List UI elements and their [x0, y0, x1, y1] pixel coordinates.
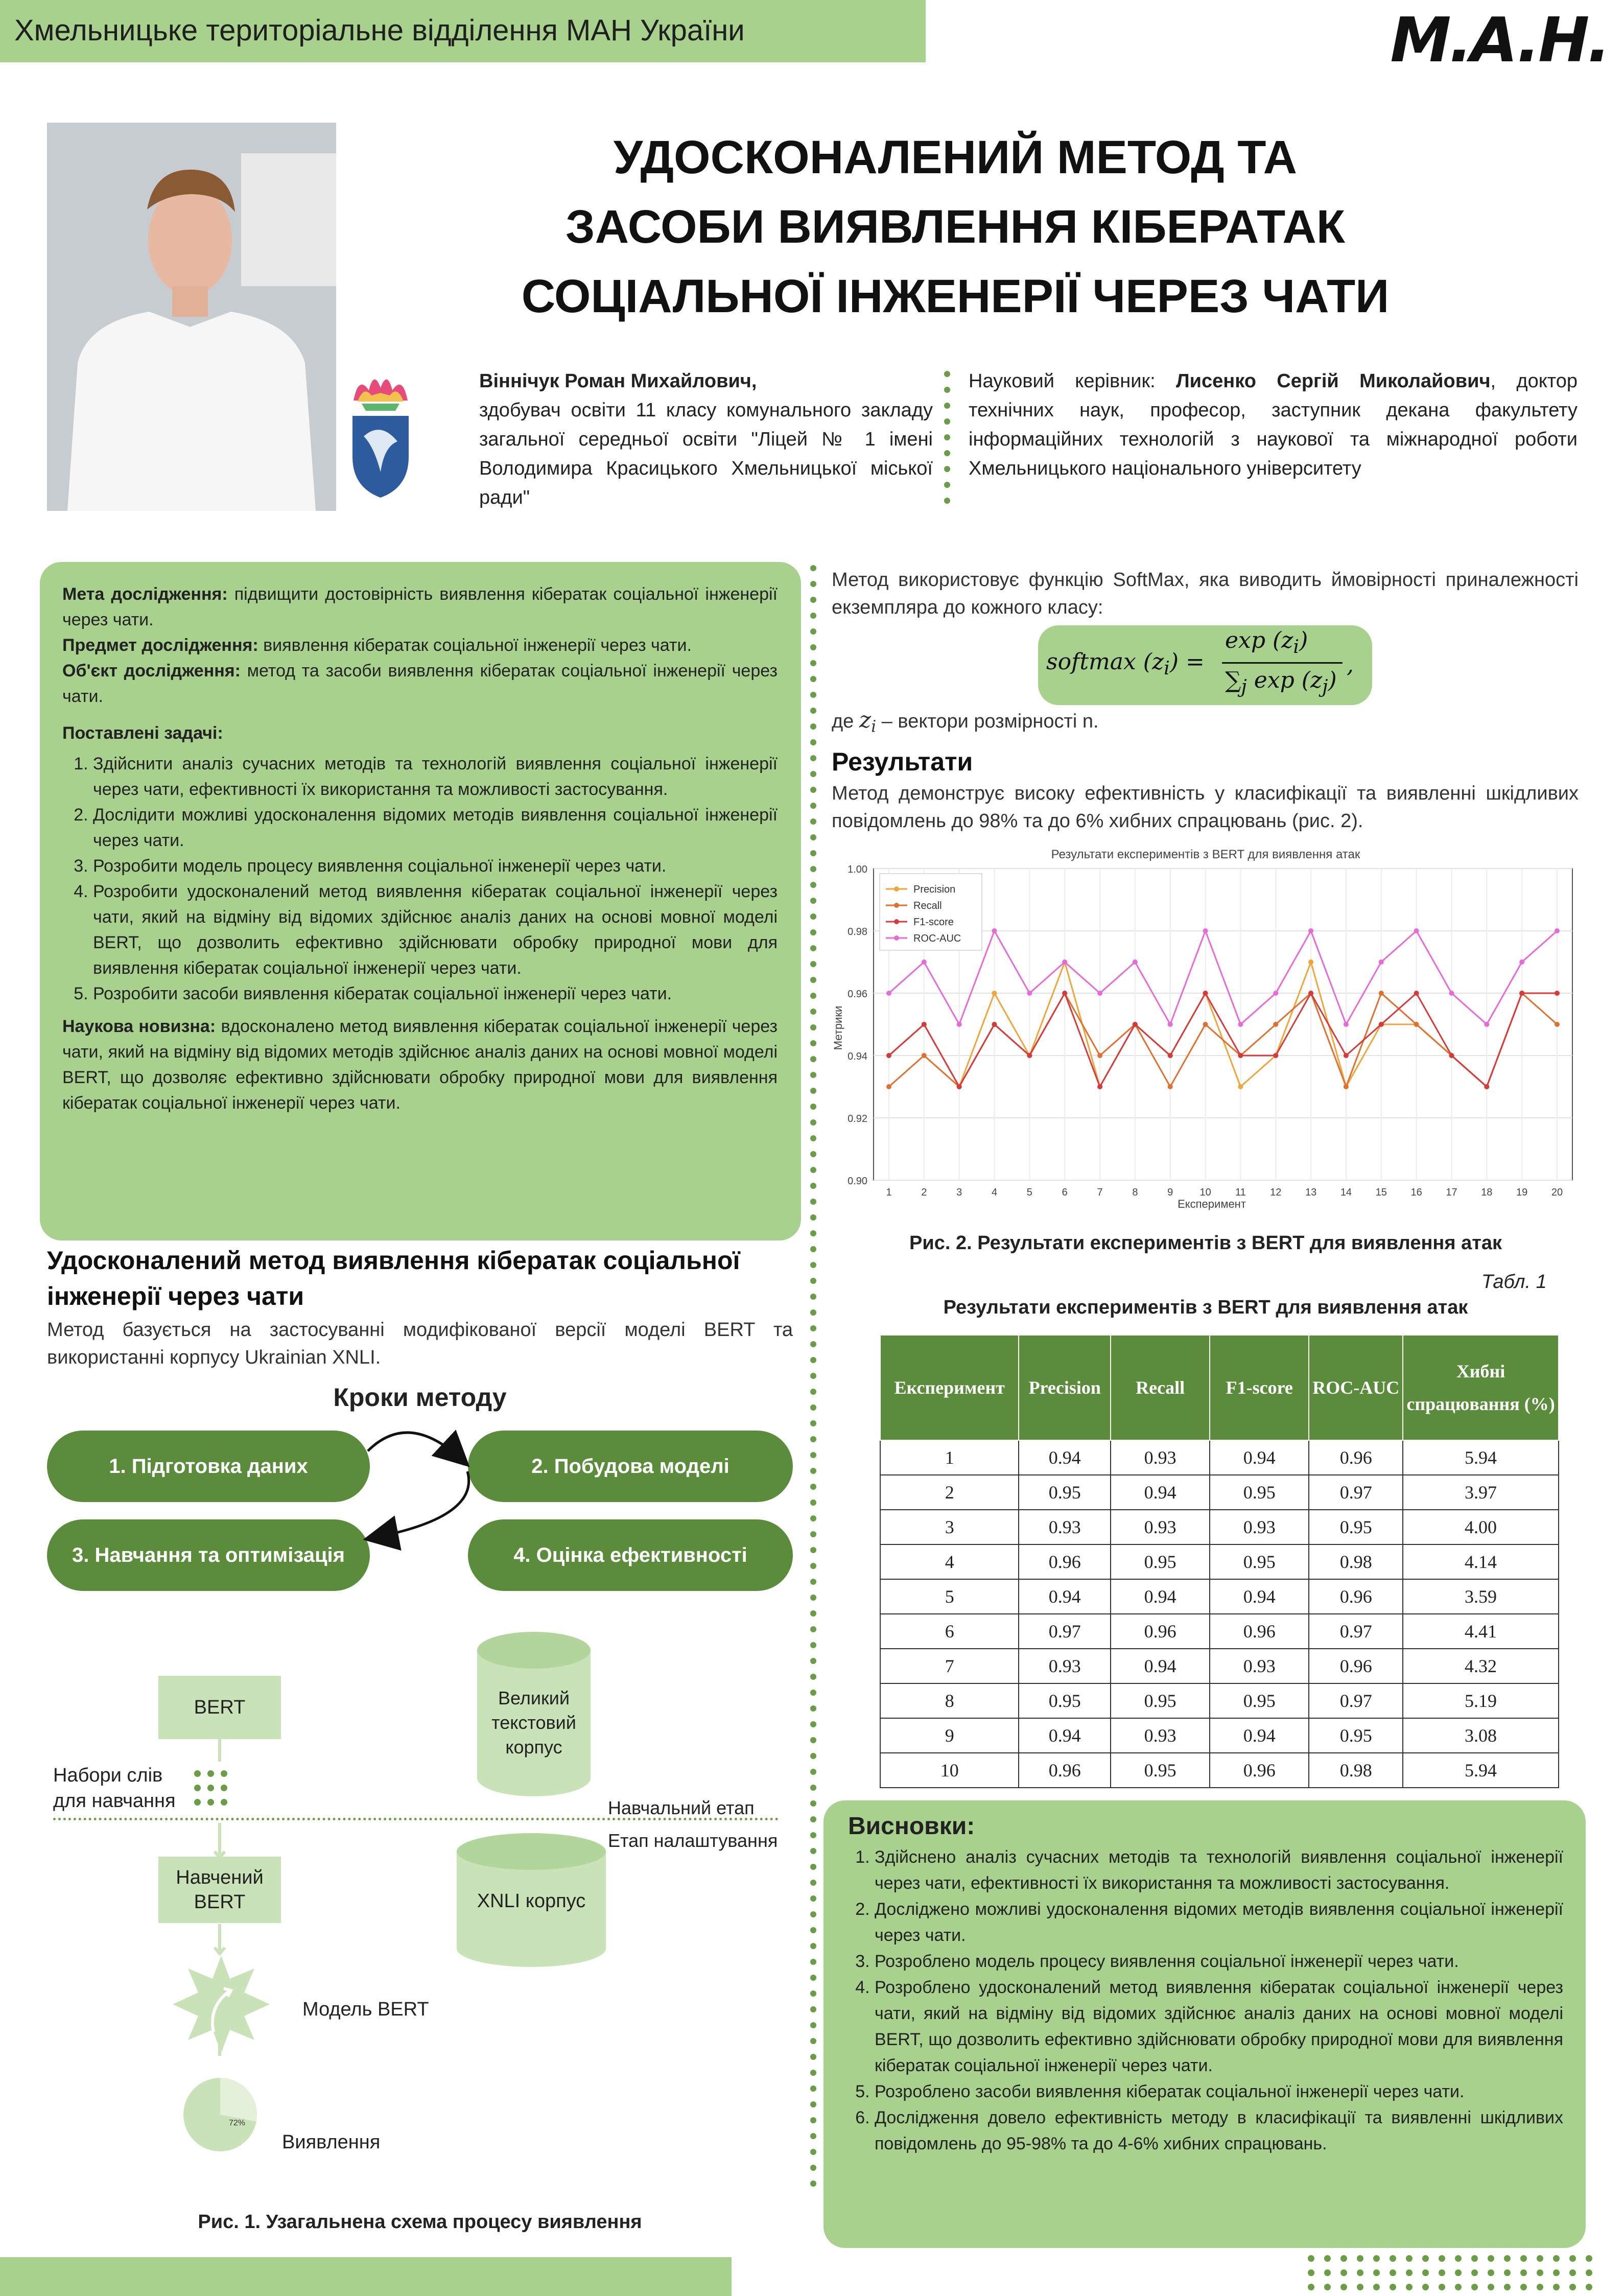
- y-tick-label: 0.98: [848, 926, 867, 938]
- trained-bert-box: Навчений BERT: [158, 1857, 281, 1923]
- table-cell: 0.93: [1210, 1649, 1309, 1683]
- footer-dot-grid: [1308, 2253, 1604, 2296]
- data-point: [1414, 928, 1419, 933]
- goal-text: підвищити достовірність виявлення кібератак соціальної інженерії через чати.: [62, 584, 778, 629]
- data-point: [1168, 1022, 1173, 1027]
- data-point: [1238, 1053, 1243, 1058]
- data-point: [1273, 1022, 1278, 1027]
- data-point: [1133, 1022, 1138, 1027]
- table-cell: 0.96: [1019, 1544, 1111, 1579]
- author-photo: [47, 123, 336, 511]
- figure-2-caption: Рис. 2. Результати експериментів з BERT для виявлення атак: [909, 1232, 1502, 1254]
- data-point: [1379, 959, 1384, 965]
- table-cell: 0.93: [1111, 1718, 1210, 1753]
- y-tick-label: 1.00: [848, 864, 867, 875]
- table-row: [880, 1718, 1559, 1753]
- legend-marker: [894, 903, 899, 908]
- data-point: [1238, 1084, 1243, 1089]
- data-point: [1027, 991, 1032, 996]
- table-row: [880, 1579, 1559, 1614]
- formula-text: softmax $(z_i)$ = $\exp (z_i)$ $\sum_j$ $\exp (z_j)$ ,: [1046, 627, 1354, 697]
- legend-label: F1-score: [913, 917, 954, 928]
- org-name: Хмельницьке територіальне відділення МАН України: [14, 14, 745, 47]
- figure-1-caption: Рис. 1. Узагальнена схема процесу виявлення: [198, 2211, 642, 2233]
- table-cell: 7: [880, 1649, 1019, 1683]
- table-cell: 0.94: [1210, 1718, 1309, 1753]
- method-heading: Удосконалений метод виявлення кібератак соціальної інженерії через чати: [47, 1246, 740, 1310]
- data-point: [1203, 991, 1208, 996]
- table-cell: 0.98: [1309, 1753, 1403, 1788]
- table-cell: 0.97: [1309, 1614, 1403, 1649]
- table-row: [880, 1440, 1559, 1475]
- data-point: [1168, 1084, 1173, 1089]
- bert-box: BERT: [158, 1676, 281, 1739]
- table-cell: 0.94: [1210, 1579, 1309, 1614]
- data-point: [992, 1022, 997, 1027]
- legend-label: Recall: [913, 900, 942, 911]
- man-logo: M.A.H.: [1390, 5, 1609, 76]
- data-point: [992, 991, 997, 996]
- table-header: Хибні спрацювання (%): [1403, 1335, 1559, 1440]
- data-point: [1449, 991, 1454, 996]
- table-row: [880, 1753, 1559, 1788]
- table-row: [880, 1544, 1559, 1579]
- data-point: [1062, 959, 1067, 965]
- table-cell: 0.95: [1309, 1718, 1403, 1753]
- xnli-label: XNLI корпус: [477, 1890, 586, 1912]
- data-point: [886, 991, 891, 996]
- supervisor-name: Лисенко Сергій Миколайович: [1175, 370, 1491, 392]
- method-text: Метод базується на застосуванні модифікованої версії моделі BERT та використанні корпусу Ukrainian XNLI.: [47, 1319, 793, 1368]
- table-cell: 4.32: [1403, 1649, 1559, 1683]
- table-cell: 2: [880, 1475, 1019, 1510]
- table-ref: Табл. 1: [1481, 1271, 1547, 1293]
- table-cell: 0.96: [1019, 1753, 1111, 1788]
- author-description: здобувач освіти 11 класу комунального закладу загальної середньої освіти "Ліцей № 1 імені Володимира Красицького Хмельницької міської ради": [479, 400, 933, 508]
- table-cell: 0.97: [1019, 1614, 1111, 1649]
- conclusion-item: 3. Розроблено модель процесу виявлення соціальної інженерії через чати.: [875, 1949, 1563, 1975]
- table-cell: 0.94: [1019, 1440, 1111, 1475]
- data-point: [1203, 928, 1208, 933]
- word-sets-label: Набори слів для навчання: [53, 1765, 176, 1812]
- data-point: [1449, 1053, 1454, 1058]
- object-text: метод та засоби виявлення кібератак соціальної інженерії через чати.: [62, 661, 778, 706]
- y-tick-label: 0.94: [848, 1051, 867, 1062]
- table-cell: 0.95: [1309, 1510, 1403, 1544]
- corpus-label: Великий текстовий корпус: [491, 1688, 576, 1758]
- subject-label: Предмет дослідження:: [62, 636, 258, 655]
- table-cell: 5.94: [1403, 1753, 1559, 1788]
- supervisor-info: [969, 367, 1578, 483]
- conclusion-item: 2. Досліджено можливі удосконалення відомих методів виявлення соціальної інженерії через чати.: [875, 1896, 1563, 1949]
- vertical-dot-divider: [944, 371, 951, 513]
- table-row: [880, 1649, 1559, 1683]
- table-cell: 0.93: [1111, 1510, 1210, 1544]
- table-cell: 0.96: [1111, 1614, 1210, 1649]
- chart-ylabel: Метрики: [832, 1005, 844, 1050]
- table-cell: 5.19: [1403, 1683, 1559, 1718]
- x-tick-label: 3: [956, 1187, 962, 1198]
- x-tick-label: 10: [1199, 1187, 1211, 1198]
- table-cell: 3.97: [1403, 1475, 1559, 1510]
- table-header: F1-score: [1210, 1335, 1309, 1440]
- detection-label: Виявлення: [282, 2131, 381, 2153]
- data-point: [1238, 1022, 1243, 1027]
- table-cell: 0.93: [1019, 1649, 1111, 1683]
- x-tick-label: 8: [1132, 1187, 1138, 1198]
- data-point: [1555, 1022, 1560, 1027]
- x-tick-label: 2: [921, 1187, 927, 1198]
- novelty-text: вдосконалено метод виявлення кібератак соціальної інженерії через чати, який на відміну від відомих методів здійснює аналіз даних на основі мовної моделі BERT, що дозволяє ефективно здійснювати обробку природної мови для виявлення кібератак соціальної інженерії через чати.: [62, 1017, 778, 1113]
- x-tick-label: 15: [1375, 1187, 1387, 1198]
- conclusion-item: 5. Розроблено засоби виявлення кібератак соціальної інженерії через чати.: [875, 2079, 1563, 2105]
- data-point: [1133, 959, 1138, 965]
- data-point: [1168, 1053, 1173, 1058]
- task-item: 3. Розробити модель процесу виявлення соціальної інженерії через чати.: [93, 853, 778, 879]
- softmax-text: Метод використовує функцію SoftMax, яка виводить ймовірності приналежності екземпляра до кожного класу:: [832, 569, 1579, 618]
- data-point: [1308, 959, 1313, 965]
- x-tick-label: 17: [1446, 1187, 1457, 1198]
- x-tick-label: 7: [1097, 1187, 1103, 1198]
- tasks-list: [62, 751, 778, 1006]
- data-point: [1555, 928, 1560, 933]
- author-name: Віннічук Роман Михайлович,: [479, 370, 757, 392]
- supervisor-description: , доктор технічних наук, професор, заступник декана факультету інформаційних технологій з наукової та міжнародної роботи Хмельницького національного університету: [969, 370, 1578, 479]
- table-cell: 0.95: [1210, 1544, 1309, 1579]
- table-cell: 6: [880, 1614, 1019, 1649]
- bert-model-label: Модель BERT: [302, 1999, 429, 2020]
- table-header: ROC-AUC: [1309, 1335, 1403, 1440]
- table-cell: 0.96: [1309, 1440, 1403, 1475]
- table-cell: 4.00: [1403, 1510, 1559, 1544]
- table-cell: 0.93: [1111, 1440, 1210, 1475]
- task-item: 1. Здійснити аналіз сучасних методів та технологій виявлення соціальної інженерії через чати, ефективності їх використання та можливості застосування.: [93, 751, 778, 802]
- table-row: [880, 1614, 1559, 1649]
- conclusion-item: 4. Розроблено удосконалений метод виявлення кібератак соціальної інженерії через чати, який на відміну від відомих здійснює аналіз даних на основі мовної моделі BERT, що дозволить ефективно здійснювати обробку природної мови для виявлення кібератак соціальної інженерії через чати.: [875, 1975, 1563, 2079]
- table-cell: 4.41: [1403, 1614, 1559, 1649]
- intro-content: [62, 581, 778, 1121]
- data-point: [1414, 1022, 1419, 1027]
- data-point: [1379, 1022, 1384, 1027]
- step-2-pill: 2. Побудова моделі: [468, 1431, 793, 1502]
- bert-model-burst-icon: [173, 1956, 270, 2053]
- tune-stage-label: Етап налаштування: [608, 1830, 778, 1851]
- table-cell: 4: [880, 1544, 1019, 1579]
- poster-title: [419, 123, 1492, 331]
- table-cell: 0.93: [1019, 1510, 1111, 1544]
- legend-marker: [894, 935, 899, 941]
- legend-marker: [894, 886, 899, 892]
- table-cell: 3.08: [1403, 1718, 1559, 1753]
- table-cell: 0.94: [1111, 1579, 1210, 1614]
- table-header: Експеримент: [880, 1335, 1019, 1440]
- table-cell: 0.98: [1309, 1544, 1403, 1579]
- data-point: [1484, 1022, 1489, 1027]
- legend-label: Precision: [913, 884, 956, 895]
- results-table: [880, 1334, 1559, 1788]
- novelty-label: Наукова новизна:: [62, 1017, 216, 1036]
- data-point: [1308, 928, 1313, 933]
- table-cell: 0.96: [1210, 1753, 1309, 1788]
- conclusion-item: 6. Дослідження довело ефективність методу в класифікації та виявленні шкідливих повідомлень до 95-98% та до 4-6% хибних спрацювань.: [875, 2105, 1563, 2157]
- title-line-3: СОЦІАЛЬНОЇ ІНЖЕНЕРІЇ ЧЕРЕЗ ЧАТИ: [521, 270, 1390, 322]
- table-cell: 0.95: [1111, 1683, 1210, 1718]
- results-text: Метод демонструє високу ефективність у класифікації та виявленні шкідливих повідомлень до 98% та до 6% хибних спрацювань (рис. 2).: [832, 783, 1579, 832]
- y-tick-label: 0.90: [848, 1176, 867, 1187]
- x-tick-label: 14: [1340, 1187, 1352, 1198]
- chart-xlabel: Експеримент: [1178, 1198, 1246, 1210]
- table-cell: 0.95: [1210, 1683, 1309, 1718]
- task-item: 5. Розробити засоби виявлення кібератак соціальної інженерії через чати.: [93, 981, 778, 1006]
- y-tick-label: 0.96: [848, 989, 867, 1000]
- supervisor-label: Науковий керівник:: [969, 370, 1156, 392]
- table-cell: 8: [880, 1683, 1019, 1718]
- table-cell: 5.94: [1403, 1440, 1559, 1475]
- step-4-pill: 4. Оцінка ефективності: [468, 1519, 793, 1591]
- table-row: [880, 1510, 1559, 1544]
- x-tick-label: 18: [1481, 1187, 1493, 1198]
- results-heading: Результати: [832, 747, 973, 776]
- x-tick-label: 9: [1167, 1187, 1173, 1198]
- table-cell: 3.59: [1403, 1579, 1559, 1614]
- x-tick-label: 4: [991, 1187, 998, 1198]
- table-cell: 1: [880, 1440, 1019, 1475]
- step-3-pill: 3. Навчання та оптимізація: [47, 1519, 370, 1591]
- table-cell: 0.95: [1019, 1475, 1111, 1510]
- subject-text: виявлення кібератак соціальної інженерії через чати.: [258, 636, 692, 655]
- x-tick-label: 20: [1551, 1187, 1563, 1198]
- data-point: [1519, 959, 1524, 965]
- table-cell: 10: [880, 1753, 1019, 1788]
- table-cell: 0.96: [1309, 1579, 1403, 1614]
- goal-label: Мета дослідження:: [62, 584, 228, 604]
- data-point: [1555, 991, 1560, 996]
- table-cell: 0.95: [1210, 1475, 1309, 1510]
- table-row: [880, 1683, 1559, 1718]
- table-cell: 0.94: [1111, 1649, 1210, 1683]
- data-point: [886, 1084, 891, 1089]
- title-line-2: ЗАСОБИ ВИЯВЛЕННЯ КІБЕРАТАК: [566, 201, 1345, 253]
- x-tick-label: 12: [1270, 1187, 1282, 1198]
- data-point: [1203, 1022, 1208, 1027]
- table-row: [880, 1475, 1559, 1510]
- chart-title: Результати експериментів з BERT для виявлення атак: [1051, 848, 1360, 861]
- data-point: [1414, 991, 1419, 996]
- table-cell: 0.96: [1210, 1614, 1309, 1649]
- data-point: [957, 1022, 962, 1027]
- data-point: [1344, 1022, 1349, 1027]
- table-cell: 0.95: [1019, 1683, 1111, 1718]
- data-point: [1344, 1053, 1349, 1058]
- lyceum-emblem-icon: [348, 370, 413, 503]
- x-tick-label: 11: [1235, 1187, 1246, 1198]
- x-tick-label: 13: [1305, 1187, 1317, 1198]
- table-cell: 0.94: [1111, 1475, 1210, 1510]
- data-point: [992, 928, 997, 933]
- table-header: Recall: [1111, 1335, 1210, 1440]
- table-cell: 4.14: [1403, 1544, 1559, 1579]
- middle-dot-divider: [810, 565, 817, 2251]
- table-cell: 0.97: [1309, 1683, 1403, 1718]
- steps-arrows: [358, 1420, 490, 1553]
- author-info: [479, 367, 933, 512]
- step-1-pill: 1. Підготовка даних: [47, 1431, 370, 1502]
- data-point: [1097, 1053, 1102, 1058]
- conclusion-item: 1. Здійснено аналіз сучасних методів та технологій виявлення соціальної інженерії через чати, ефективності їх використання та можливості застосування.: [875, 1844, 1563, 1896]
- data-point: [1027, 1053, 1032, 1058]
- table-title: Результати експериментів з BERT для виявлення атак: [943, 1297, 1468, 1318]
- detection-pie-chart: [182, 2076, 258, 2153]
- conclusions-content: [848, 1809, 1563, 2157]
- pie-label: 72%: [229, 2119, 246, 2127]
- table-header: Precision: [1019, 1335, 1111, 1440]
- data-point: [957, 1084, 962, 1089]
- x-tick-label: 6: [1062, 1187, 1068, 1198]
- footer-bar: [0, 2257, 732, 2296]
- x-tick-label: 1: [886, 1187, 892, 1198]
- table-cell: 0.97: [1309, 1475, 1403, 1510]
- x-tick-label: 19: [1516, 1187, 1528, 1198]
- tasks-label: Поставлені задачі:: [62, 723, 223, 743]
- conclusions-list: [848, 1844, 1563, 2157]
- results-line-chart: [828, 844, 1584, 1222]
- x-tick-label: 5: [1026, 1187, 1032, 1198]
- train-stage-label: Навчальний етап: [608, 1797, 755, 1818]
- task-item: 2. Дослідити можливі удосконалення відомих методів виявлення соціальної інженерії через чати.: [93, 802, 778, 853]
- data-point: [1519, 991, 1524, 996]
- task-item: 4. Розробити удосконалений метод виявлення кібератак соціальної інженерії через чати, який на відміну від відомих здійснює аналіз даних на основі мовної моделі BERT, що дозволить ефективно здійснювати обробку природної мови для виявлення кібератак соціальної інженерії через чати.: [93, 879, 778, 981]
- softmax-note: де $z_i$ – вектори розмірності n.: [832, 707, 1099, 736]
- data-point: [1097, 1084, 1102, 1089]
- table-cell: 0.94: [1019, 1579, 1111, 1614]
- x-tick-label: 16: [1410, 1187, 1422, 1198]
- data-point: [886, 1053, 891, 1058]
- data-point: [922, 1053, 927, 1058]
- table-cell: 3: [880, 1510, 1019, 1544]
- table-cell: 9: [880, 1718, 1019, 1753]
- table-cell: 5: [880, 1579, 1019, 1614]
- object-label: Об'єкт дослідження:: [62, 661, 241, 681]
- table-cell: 0.95: [1111, 1753, 1210, 1788]
- data-point: [1484, 1084, 1489, 1089]
- data-point: [1344, 1084, 1349, 1089]
- data-point: [1273, 1053, 1278, 1058]
- y-tick-label: 0.92: [848, 1113, 867, 1124]
- series-line-roc-auc: [889, 931, 1557, 1024]
- table-cell: 0.94: [1019, 1718, 1111, 1753]
- table-cell: 0.93: [1210, 1510, 1309, 1544]
- conclusions-heading: Висновки:: [848, 1813, 975, 1840]
- data-point: [1273, 991, 1278, 996]
- legend-marker: [894, 919, 899, 924]
- data-point: [922, 1022, 927, 1027]
- title-line-1: УДОСКОНАЛЕНИЙ МЕТОД ТА: [613, 131, 1298, 183]
- data-point: [1062, 991, 1067, 996]
- table-cell: 0.94: [1210, 1440, 1309, 1475]
- steps-title: Кроки методу: [333, 1383, 507, 1412]
- data-point: [922, 959, 927, 965]
- data-point: [1308, 991, 1313, 996]
- data-point: [1379, 991, 1384, 996]
- table-cell: 0.96: [1309, 1649, 1403, 1683]
- table-cell: 0.95: [1111, 1544, 1210, 1579]
- data-point: [1097, 991, 1102, 996]
- person-silhouette-icon: [47, 123, 336, 511]
- legend-label: ROC-AUC: [913, 933, 961, 944]
